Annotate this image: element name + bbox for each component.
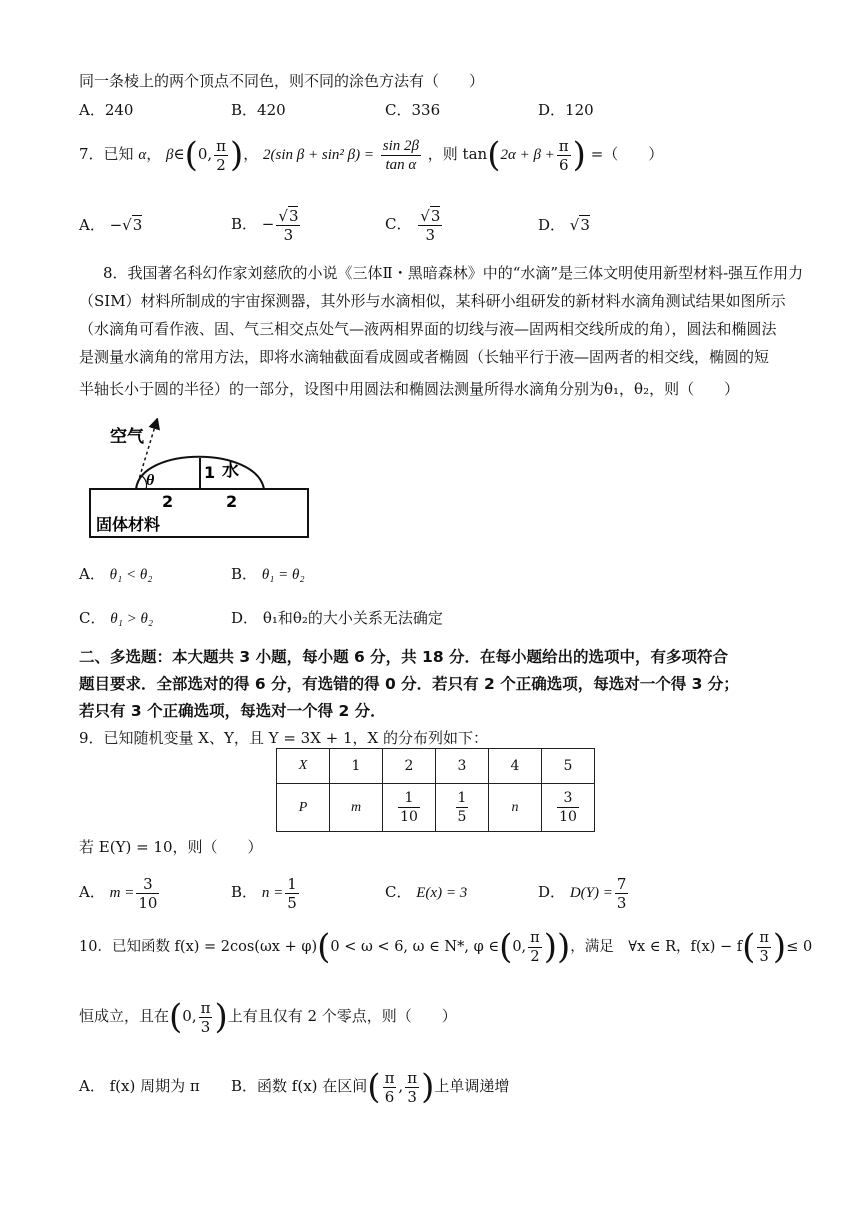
q9-option-a: A． m = $\frac{3}{10}$ xyxy=(79,874,158,912)
q6-option-b: B．420 xyxy=(231,101,286,119)
table-cell: 3 xyxy=(436,749,489,784)
q9-stem: 9．已知随机变量 X、Y，且 Y = 3X + 1，X 的分布列如下： xyxy=(79,729,488,747)
table-cell: 4 xyxy=(489,749,542,784)
solid-label: 固体材料 xyxy=(96,515,161,534)
q10-option-a: A． f(x) 周期为 π xyxy=(79,1077,200,1095)
section2-line2: 题目要求．全部选对的得 6 分，有选错的得 0 分．若只有 2 个正确选项，每选对一个得 3 分； xyxy=(79,675,739,693)
q9-option-d: D． D(Y) = $\frac{7}{3}$ xyxy=(538,874,627,912)
water-drop-figure xyxy=(86,418,312,540)
table-cell: 2 xyxy=(383,749,436,784)
section2-line1: 二、多选题：本大题共 3 小题，每小题 6 分，共 18 分．在每小题给出的选项中，有多项符合 xyxy=(79,648,729,666)
table-cell: $\frac{1}{5}$ xyxy=(436,784,489,832)
table-cell: X xyxy=(277,749,330,784)
q6-stem: 同一条棱上的两个顶点不同色，则不同的涂色方法有（ ） xyxy=(79,72,485,90)
table-cell: 5 xyxy=(542,749,595,784)
theta-label: θ xyxy=(146,472,155,489)
distribution-table xyxy=(276,748,595,832)
q6-option-c: C．336 xyxy=(385,101,441,119)
table-cell: m xyxy=(330,784,383,832)
air-label: 空气 xyxy=(110,427,144,447)
water-label: 水 xyxy=(222,461,239,481)
q9-option-b: B． n = $\frac{1}{5}$ xyxy=(231,874,297,912)
section2-line3: 若只有 3 个正确选项，每选对一个得 2 分． xyxy=(79,702,386,720)
q8-option-d: D． θ₁和θ₂的大小关系无法确定 xyxy=(231,609,443,627)
width-label-right: 2 xyxy=(226,492,238,511)
q6-option-a: A．240 xyxy=(79,101,134,119)
q9-condition: 若 E(Y) = 10，则（ ） xyxy=(79,838,263,856)
q7-option-d: D． √3 xyxy=(538,216,590,234)
q7-option-a: A． −√3 xyxy=(79,216,143,234)
q6-option-d: D．120 xyxy=(538,101,594,119)
q8-line2: （SIM）材料所制成的宇宙探测器，其外形与水滴相似，某科研小组研发的新材料水滴角测试结果如图所示 xyxy=(79,292,786,310)
q8-line1: 8．我国著名科幻作家刘慈欣的小说《三体Ⅱ・黑暗森林》中的“水滴”是三体文明使用新型材料-强互作用力 xyxy=(103,264,804,282)
q8-option-a: A． θ₁ < θ₂ xyxy=(79,565,153,583)
q8-line3: （水滴角可看作液、固、气三相交点处气—液两相界面的切线与液—固两相交线所成的角），圆法和椭圆法 xyxy=(79,320,777,338)
q8-line4: 是测量水滴角的常用方法，即将水滴轴截面看成圆或者椭圆（长轴平行于液—固两者的相交线，椭圆的短 xyxy=(79,348,770,366)
table-row xyxy=(277,784,595,832)
width-label-left: 2 xyxy=(162,492,174,511)
table-cell: 1 xyxy=(330,749,383,784)
q9-option-c: C． E(x) = 3 xyxy=(385,883,468,901)
table-cell: n xyxy=(489,784,542,832)
q10-line2: 恒成立，且在(0, $\frac{\pi}{3}$ )上有且仅有 2 个零点，则（ ） xyxy=(79,997,457,1037)
q8-option-c: C． θ₁ > θ₂ xyxy=(79,609,154,627)
q10-stem: 10．已知函数 f(x) = 2cos(ωx + φ)(0 < ω < 6, ω ∈ N*, φ ∈(0, $\frac{\pi}{2}$ ))，满足 ∀x ∈ R，f(x) − f( $\frac{\pi}{3}$ )≤ 0 xyxy=(79,927,813,967)
table-cell: $\frac{1}{10}$ xyxy=(383,784,436,832)
q8-line5: 半轴长小于圆的半径）的一部分，设图中用圆法和椭圆法测量所得水滴角分别为θ₁，θ₂，则（ ） xyxy=(79,380,740,398)
table-row xyxy=(277,749,595,784)
q10-option-b: B．函数 f(x) 在区间( $\frac{\pi}{6}$ , $\frac{\pi}{3}$ )上单调递增 xyxy=(231,1067,510,1107)
q8-option-b: B． θ₁ = θ₂ xyxy=(231,565,305,583)
table-cell: P xyxy=(277,784,330,832)
q7-stem: 7．已知 α， β∈(0, $\frac{\pi}{2}$ )， 2(sin β + sin² β) = $\frac{\sin 2\beta}{\text{tan α}}$ ，则 tan(2α + β + $\frac{\pi}{6}$ ) =（ ） xyxy=(79,135,664,175)
table-cell: $\frac{3}{10}$ xyxy=(542,784,595,832)
q7-option-c: C． $\frac{√3}{3}$ xyxy=(385,206,441,244)
height-label: 1 xyxy=(204,463,216,482)
q7-option-b: B． − $\frac{√3}{3}$ xyxy=(231,206,299,244)
